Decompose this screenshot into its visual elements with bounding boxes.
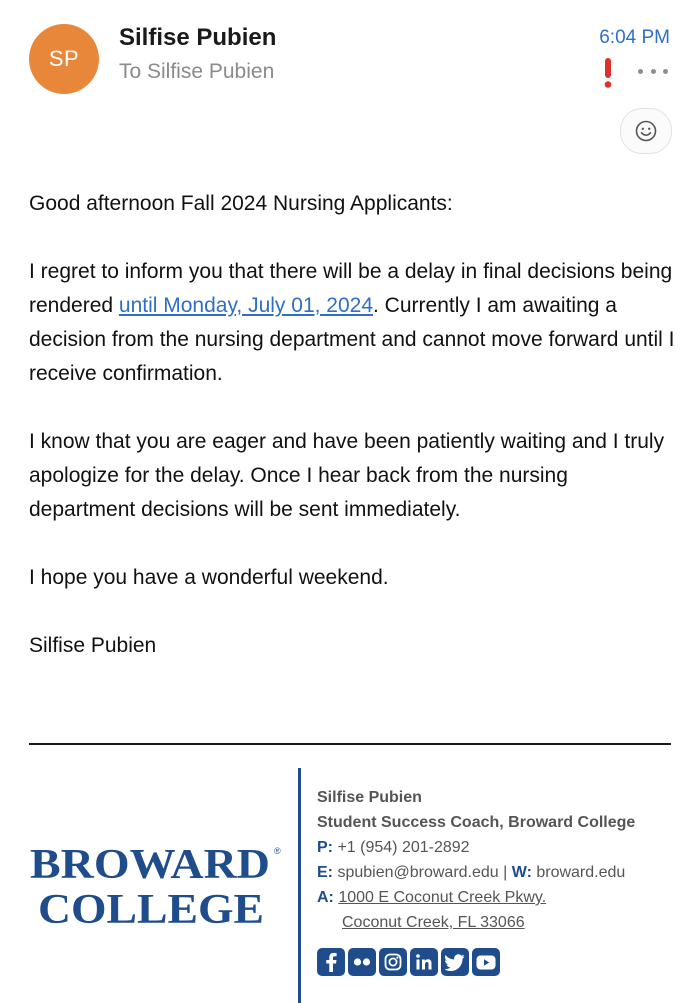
date-link[interactable]: until Monday, July 01, 2024 xyxy=(118,294,374,317)
flickr-icon[interactable] xyxy=(348,948,376,976)
smiley-face-icon xyxy=(635,120,657,142)
phone-number[interactable]: +1 (954) 201-2892 xyxy=(337,839,470,856)
more-horizontal-icon xyxy=(638,69,643,74)
registered-mark: ® xyxy=(274,846,281,856)
signature-title: Student Success Coach, Broward College xyxy=(317,814,636,831)
signature-name: Silfise Pubien xyxy=(317,789,422,806)
instagram-icon[interactable] xyxy=(379,948,407,976)
broward-college-logo xyxy=(30,838,290,930)
email-link[interactable]: spubien@broward.edu xyxy=(337,864,499,881)
signature-divider xyxy=(29,743,671,745)
website-link[interactable]: broward.edu xyxy=(536,864,626,881)
signature-address-row: A: 1000 E Coconut Creek Pkwy. xyxy=(317,889,547,906)
signature-address-row-2 xyxy=(317,910,635,935)
address-link-line2[interactable]: Coconut Creek, FL 33066 xyxy=(342,914,525,931)
signature-phone-row: P: +1 (954) 201-2892 xyxy=(317,839,470,856)
paragraph-apology: I know that you are eager and have been patiently waiting and I truly apologize for the delay. Once I hear back from the nursing department decisions will be sent immediately. xyxy=(29,430,665,521)
more-options-button[interactable] xyxy=(638,60,668,82)
facebook-icon[interactable] xyxy=(317,948,345,976)
address-link-line1[interactable]: 1000 E Coconut Creek Pkwy. xyxy=(338,889,547,906)
sign-off: Silfise Pubien xyxy=(29,634,157,657)
social-links xyxy=(317,948,500,976)
paragraph-weekend: I hope you have a wonderful weekend. xyxy=(29,566,389,589)
sender-avatar[interactable] xyxy=(29,24,99,94)
twitter-icon[interactable] xyxy=(441,948,469,976)
logo-line2: COLLEGE xyxy=(38,887,264,930)
linkedin-icon[interactable] xyxy=(410,948,438,976)
paragraph-delay: I regret to inform you that there will be a delay in final decisions being rendered until Monday, July 01, 2024. Currently I am awaiting a decision from the nursing department and cannot move forward until I receive confirmation. xyxy=(29,260,675,385)
signature-block xyxy=(317,785,635,935)
avatar-initials: SP xyxy=(48,46,80,71)
signature-contact-row: E: spubien@broward.edu | W: broward.edu xyxy=(317,864,626,881)
message-body xyxy=(29,187,679,663)
add-reaction-button[interactable] xyxy=(620,108,672,154)
youtube-icon[interactable] xyxy=(472,948,500,976)
greeting: Good afternoon Fall 2024 Nursing Applicants: xyxy=(29,192,453,215)
exclamation-icon xyxy=(604,58,612,88)
sender-name[interactable]: Silfise Pubien xyxy=(119,24,277,51)
message-time: 6:04 PM xyxy=(599,27,670,48)
recipient-line[interactable]: To Silfise Pubien xyxy=(119,60,275,83)
signature-accent-bar xyxy=(298,768,301,1003)
logo-line1: BROWARD xyxy=(30,842,270,888)
contact-separator: | xyxy=(503,864,508,881)
